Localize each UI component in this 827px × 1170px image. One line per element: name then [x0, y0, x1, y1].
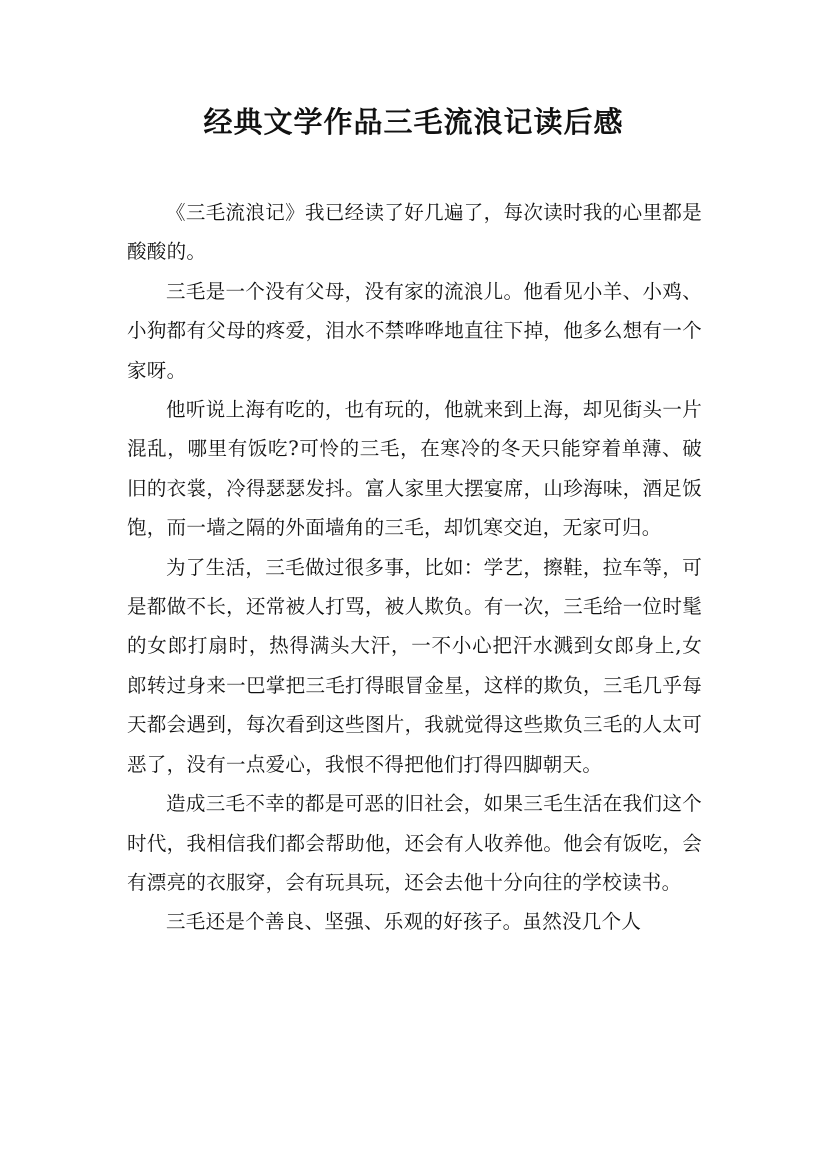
paragraph: 他听说上海有吃的，也有玩的，他就来到上海，却见街头一片混乱，哪里有饭吃?可怜的三毛，在寒冷的冬天只能穿着单薄、破旧的衣裳，冷得瑟瑟发抖。富人家里大摆宴席，山珍海味，酒足饭饱，而一墙之隔的外面墙角的三毛，却饥寒交迫，无家可归。 — [127, 398, 702, 540]
paragraph: 造成三毛不幸的都是可恶的旧社会，如果三毛生活在我们这个时代，我相信我们都会帮助他，还会有人收养他。他会有饭吃，会有漂亮的衣服穿，会有玩具玩，还会去他十分向往的学校读书。 — [127, 792, 702, 894]
document-title: 经典文学作品三毛流浪记读后感 — [203, 105, 624, 139]
document-body — [127, 193, 702, 942]
paragraph: 三毛是一个没有父母，没有家的流浪儿。他看见小羊、小鸡、小狗都有父母的疼爱，泪水不禁哗哗地直往下掉，他多么想有一个家呀。 — [127, 279, 702, 382]
paragraph: 三毛还是个善良、坚强、乐观的好孩子。虽然没几个人 — [166, 910, 642, 934]
paragraph: 为了生活，三毛做过很多事，比如：学艺，擦鞋，拉车等，可是都做不长，还常被人打骂，被人欺负。有一次，三毛给一位时髦的女郎打扇时，热得满头大汗，一不小心把汗水溅到女郎身上,女郎转过身来一巴掌把三毛打得眼冒金星，这样的欺负，三毛几乎每天都会遇到，每次看到这些图片，我就觉得这些欺负三毛的人太可恶了，没有一点爱心，我恨不得把他们打得四脚朝天。 — [127, 555, 702, 776]
paragraph: 《三毛流浪记》我已经读了好几遍了，每次读时我的心里都是酸酸的。 — [127, 201, 702, 264]
